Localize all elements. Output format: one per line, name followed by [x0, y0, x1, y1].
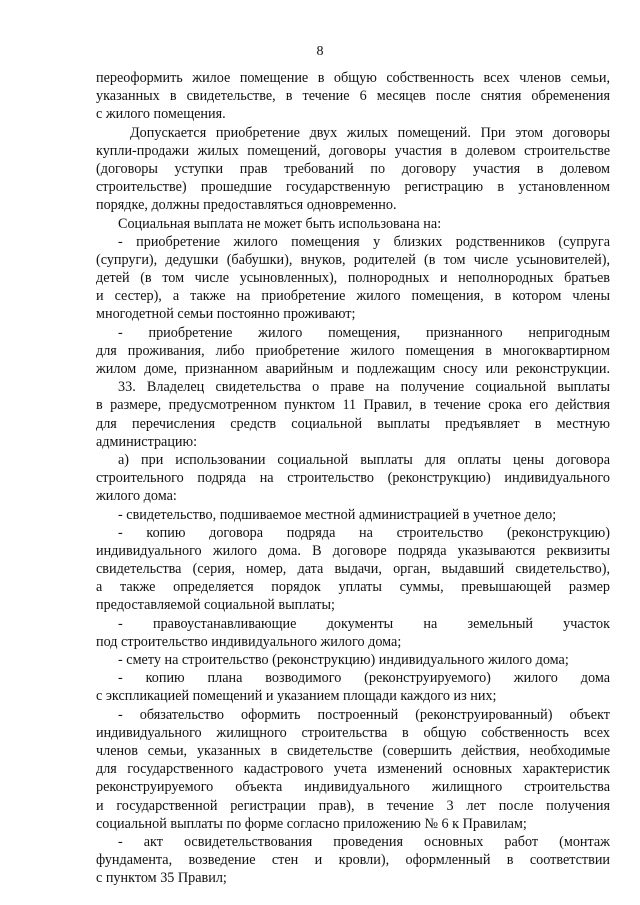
- document-body: [96, 69, 610, 887]
- text-line: жилом доме, признанном аварийным и подлежащим сносу или реконструкции.: [96, 361, 610, 377]
- text-line: индивидуального жилищного строительства в общую собственность всех: [96, 724, 610, 741]
- text-line: социальной выплаты по форме согласно приложению № 6 к Правилам;: [96, 815, 527, 832]
- text-line: предоставляемой социальной выплаты;: [96, 597, 335, 614]
- text-line: индивидуального жилого дома. В договоре подряда указываются реквизиты: [96, 542, 610, 559]
- text-line: свидетельства (серия, номер, дата выдачи, орган, выдавший свидетельство),: [96, 561, 610, 578]
- text-line: - обязательство оформить построенный (реконструированный) объект: [118, 706, 610, 723]
- text-line: - смету на строительство (реконструкцию) индивидуального жилого дома;: [118, 652, 569, 668]
- text-line: строительстве) прошедшие государственную регистрацию в установленном: [96, 179, 610, 196]
- text-line: переоформить жилое помещение в общую собственность всех членов семьи,: [96, 70, 610, 86]
- text-line: Социальная выплата не может быть использована на:: [118, 215, 442, 232]
- text-line: а) при использовании социальной выплаты для оплаты цены договора: [118, 451, 610, 468]
- text-line: с пунктом 35 Правил;: [96, 870, 227, 887]
- text-line: (супруги), дедушки (бабушки), внуков, родителей (в том числе усыновителей),: [96, 251, 610, 268]
- text-line: и государственной регистрации прав), в течение 3 лет после получения: [96, 797, 610, 814]
- text-line: - акт освидетельствования проведения основных работ (монтаж: [118, 833, 610, 850]
- text-line: реконструируемого объекта индивидуального жилищного строительства: [96, 779, 610, 796]
- text-line: - приобретение жилого помещения, признанного непригодным: [118, 324, 610, 341]
- text-line: детей (в том числе усыновленных), полнородных и неполнородных братьев: [96, 270, 610, 287]
- text-line: - приобретение жилого помещения у близких родственников (супруга: [118, 233, 610, 250]
- page-number: 8: [316, 44, 324, 59]
- text-line: для перечисления средств социальной выплаты предъявляет в местную: [96, 415, 610, 432]
- text-line: для государственного кадастрового учета изменений основных характеристик: [96, 761, 610, 778]
- text-line: Допускается приобретение двух жилых помещений. При этом договоры: [130, 124, 610, 141]
- text-line: - правоустанавливающие документы на земельный участок: [118, 615, 610, 632]
- text-line: и сестер), а также на приобретение жилого помещения, в котором члены: [96, 288, 610, 305]
- text-line: - копию договора подряда на строительство (реконструкцию): [118, 524, 610, 541]
- text-line: в размере, предусмотренном пунктом 11 Правил, в течение срока его действия: [96, 397, 610, 414]
- text-line: с экспликацией помещений и указанием площади каждого из них;: [96, 688, 497, 705]
- text-line: порядке, должны предоставляться одновременно.: [96, 197, 397, 214]
- text-line: (договоры уступки прав требований по договору участия в долевом: [96, 160, 610, 177]
- text-line: администрацию:: [96, 433, 198, 450]
- text-line: - свидетельство, подшиваемое местной администрацией в учетное дело;: [118, 506, 557, 523]
- text-line: купли-продажи жилых помещений, договоры участия в долевом строительстве: [96, 142, 610, 159]
- text-line: под строительство индивидуального жилого дома;: [96, 633, 402, 650]
- text-line: 33. Владелец свидетельства о праве на получение социальной выплаты: [118, 379, 610, 396]
- text-line: жилого дома:: [96, 488, 177, 505]
- text-line: для проживания, либо приобретение жилого помещения в многоквартирном: [96, 342, 610, 359]
- text-line: - копию плана возводимого (реконструируемого) жилого дома: [118, 670, 610, 687]
- text-line: с жилого помещения.: [96, 106, 226, 123]
- text-line: а также определяется порядок уплаты суммы, превышающей размер: [96, 579, 610, 596]
- text-line: фундамента, возведение стен и кровли), оформленный в соответствии: [96, 852, 610, 869]
- text-line: членов семьи, указанных в свидетельстве (совершить действия, необходимые: [96, 742, 610, 759]
- text-line: многодетной семьи постоянно проживают;: [96, 306, 356, 323]
- text-line: строительного подряда на строительство (реконструкцию) индивидуального: [96, 470, 610, 487]
- text-line: указанных в свидетельстве, в течение 6 месяцев после снятия обременения: [96, 88, 610, 105]
